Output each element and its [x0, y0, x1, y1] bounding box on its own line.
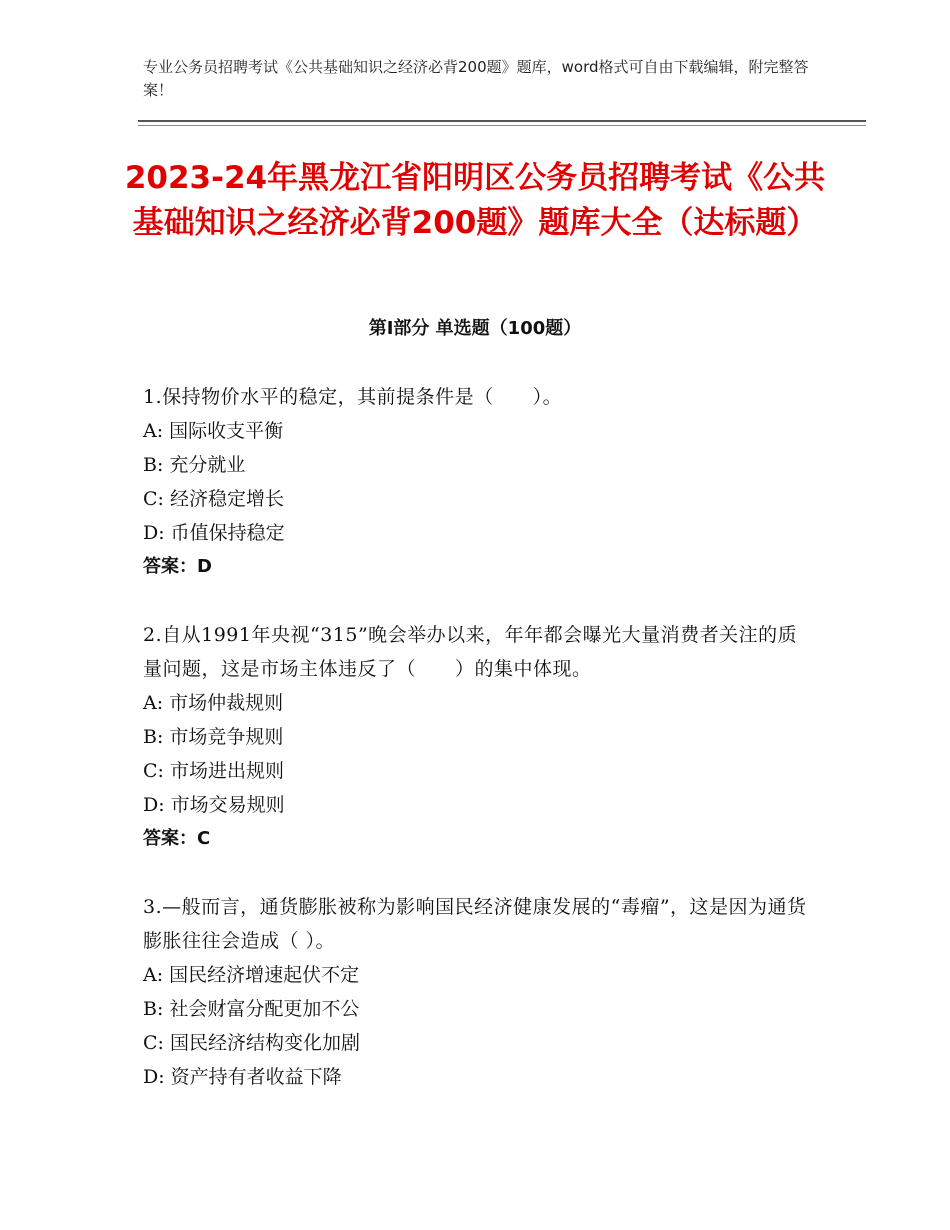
- option-d: D: 币值保持稳定: [143, 522, 285, 544]
- option-c: C: 国民经济结构变化加剧: [143, 1032, 360, 1054]
- option-d: D: 资产持有者收益下降: [143, 1066, 342, 1088]
- question-stem: 3.—般而言，通货膨胀被称为影响国民经济健康发展的“毒瘤”，这是因为通货膨胀往往会造成（ ）。: [143, 896, 807, 952]
- option-b: B: 社会财富分配更加不公: [143, 998, 360, 1020]
- option-a: A: 市场仲裁规则: [143, 692, 284, 714]
- option-b: B: 充分就业: [143, 454, 246, 476]
- answer-label: 答案：D: [143, 556, 212, 577]
- question-1: [143, 380, 813, 584]
- option-d: D: 市场交易规则: [143, 794, 285, 816]
- option-a: A: 国际收支平衡: [143, 420, 284, 442]
- question-list: [143, 380, 813, 1128]
- question-2: [143, 618, 813, 856]
- header-note: 专业公务员招聘考试《公共基础知识之经济必背200题》题库，word格式可自由下载编辑，附完整答案！: [143, 58, 809, 99]
- header-divider-thin: [138, 125, 866, 126]
- document-title: 2023-24年黑龙江省阳明区公务员招聘考试《公共基础知识之经济必背200题》题库大全（达标题）: [124, 160, 826, 241]
- question-stem: 2.自从1991年央视“315”晚会举办以来，年年都会曝光大量消费者关注的质量问题，这是市场主体违反了（ ）的集中体现。: [143, 624, 798, 680]
- option-a: A: 国民经济增速起伏不定: [143, 964, 360, 986]
- answer-label: 答案：C: [143, 828, 211, 849]
- option-b: B: 市场竞争规则: [143, 726, 284, 748]
- section-heading: 第Ⅰ部分 单选题（100题）: [368, 318, 582, 339]
- header-divider: [138, 120, 866, 122]
- option-c: C: 经济稳定增长: [143, 488, 284, 510]
- option-c: C: 市场进出规则: [143, 760, 284, 782]
- question-3: [143, 890, 813, 1094]
- question-stem: 1.保持物价水平的稳定，其前提条件是（ ）。: [143, 386, 563, 408]
